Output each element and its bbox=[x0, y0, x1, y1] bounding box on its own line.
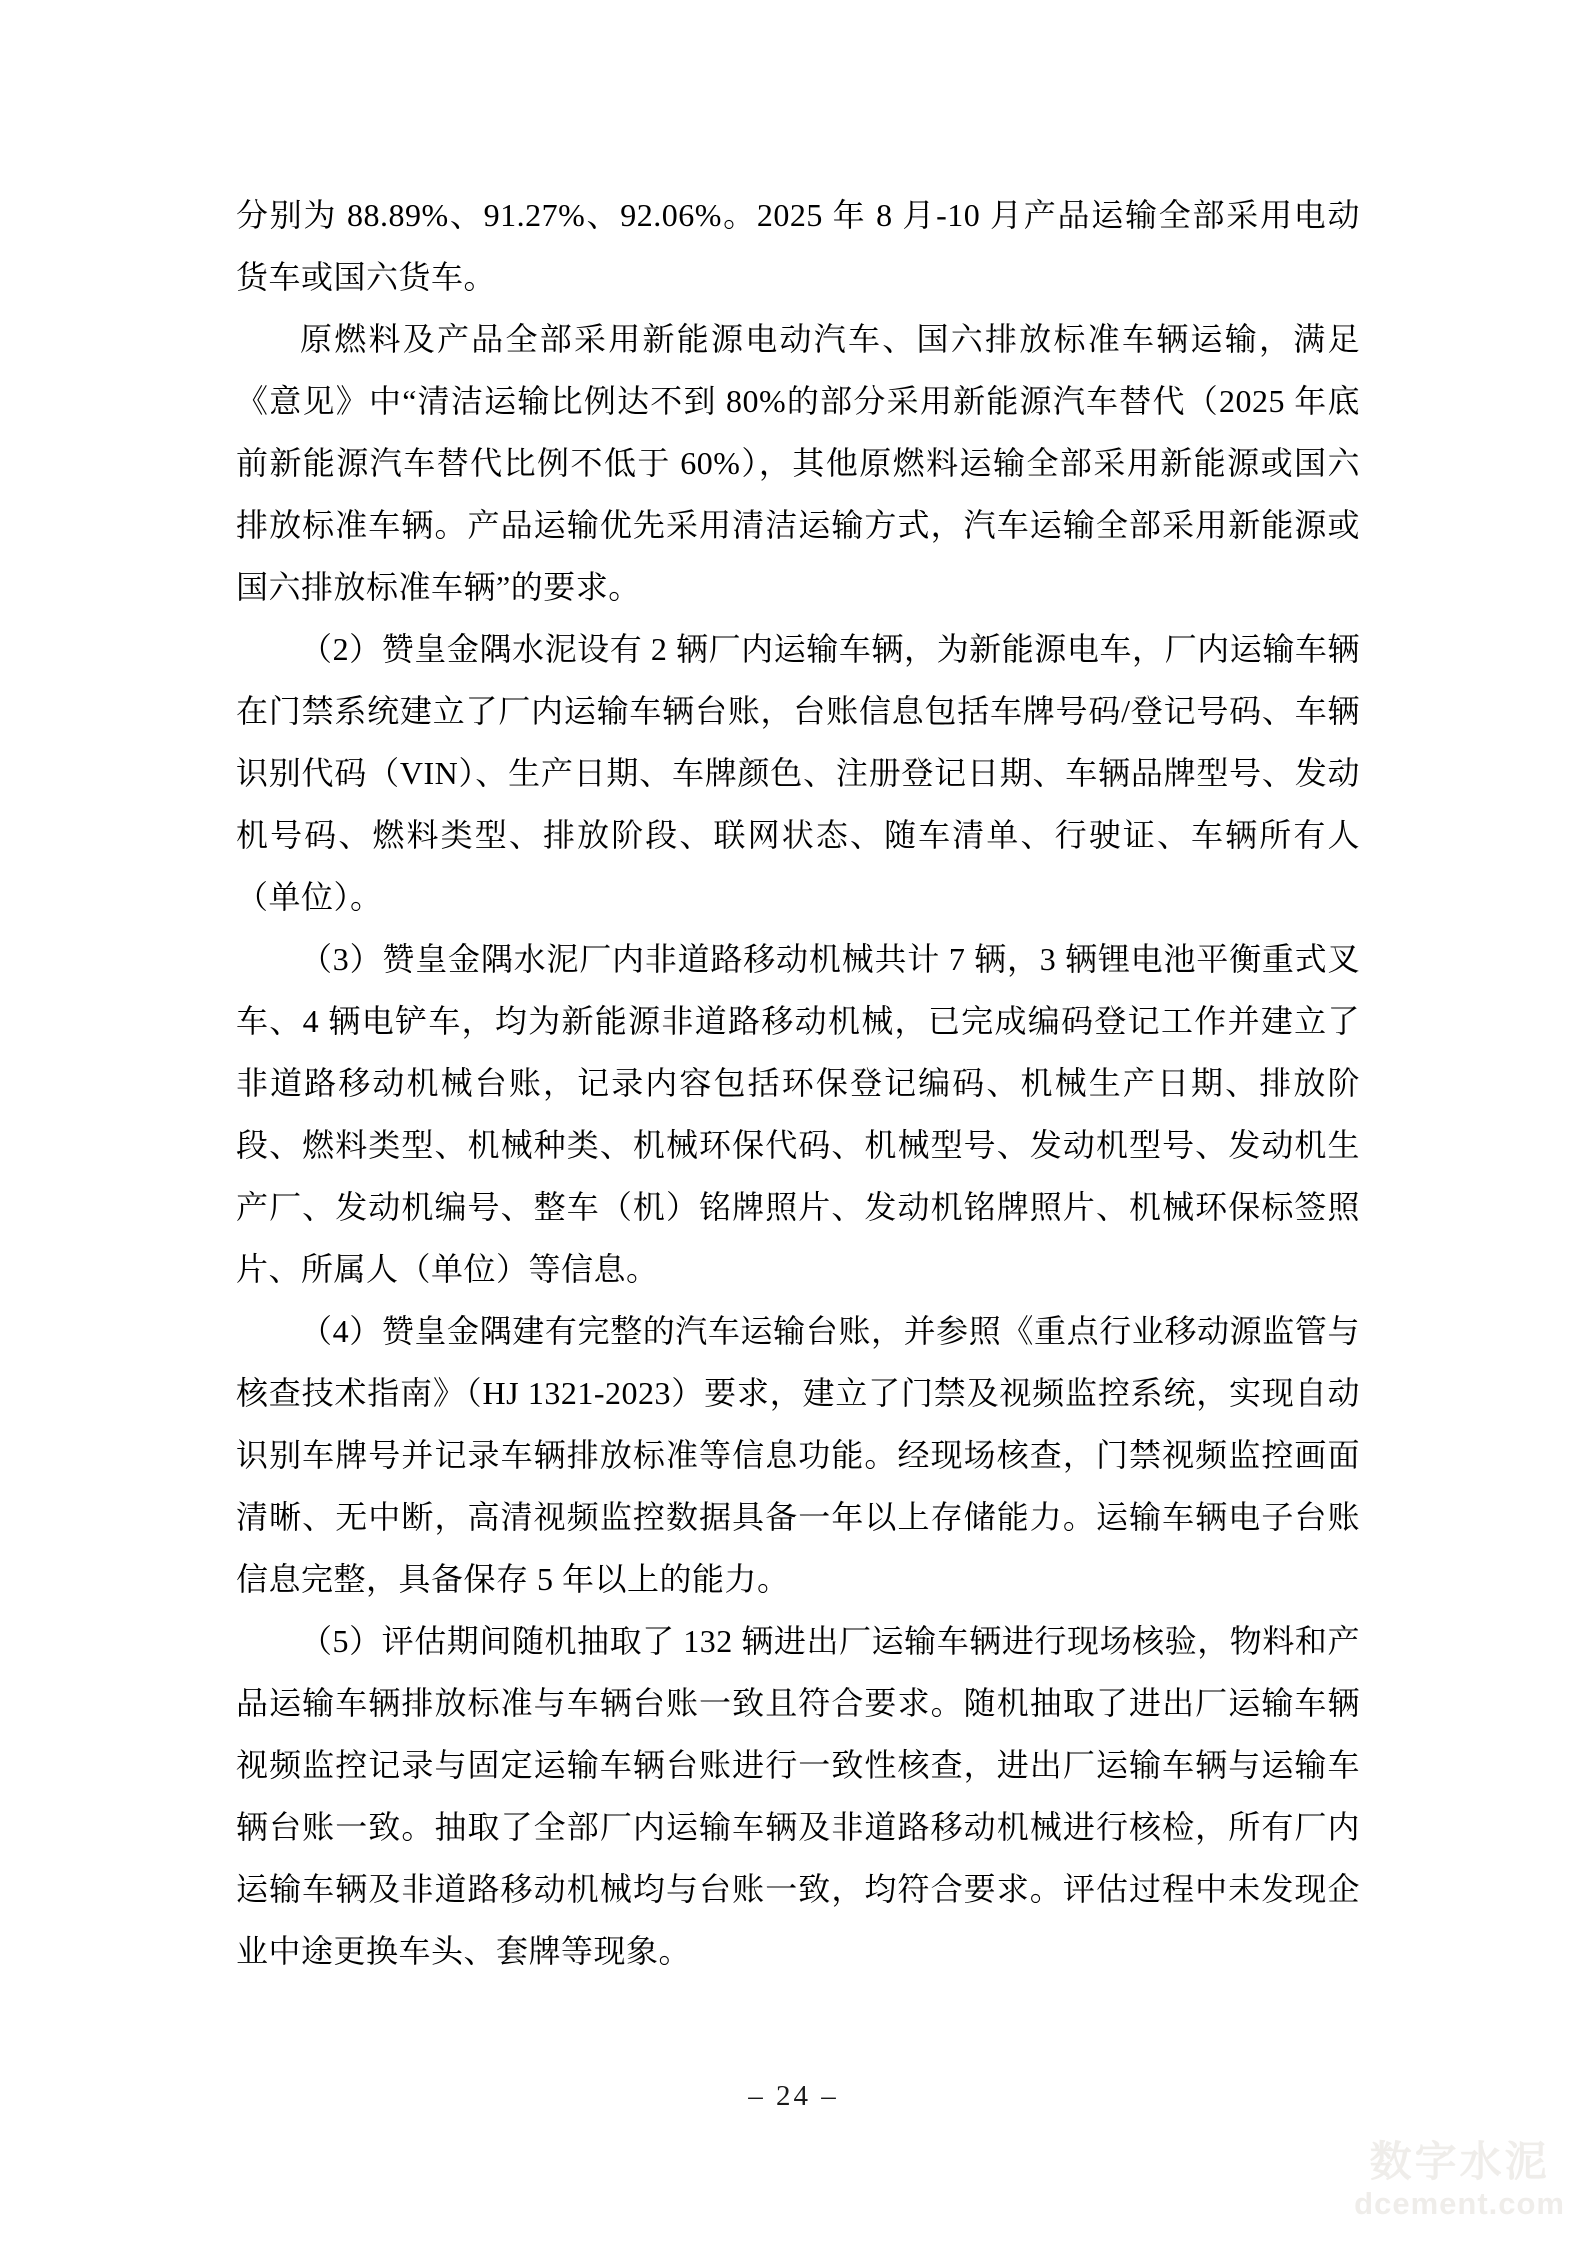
watermark-domain: dcement.com bbox=[1354, 2186, 1565, 2222]
paragraph-item-5: （5）评估期间随机抽取了 132 辆进出厂运输车辆进行现场核验，物料和产品运输车辆排放标准与车辆台账一致且符合要求。随机抽取了进出厂运输车辆视频监控记录与固定运输车辆台账进行一致性核查，进出厂运输车辆与运输车辆台账一致。抽取了全部厂内运输车辆及非道路移动机械进行核检，所有厂内运输车辆及非道路移动机械均与台账一致，均符合要求。评估过程中未发现企业中途更换车头、套牌等现象。 bbox=[236, 1623, 1360, 1969]
watermark-title: 数字水泥 bbox=[1369, 2138, 1550, 2185]
paragraph-item-3: （3）赞皇金隅水泥厂内非道路移动机械共计 7 辆，3 辆锂电池平衡重式叉车、4 辆电铲车，均为新能源非道路移动机械，已完成编码登记工作并建立了非道路移动机械台账，记录内容包括环保登记编码、机械生产日期、排放阶段、燃料类型、机械种类、机械环保代码、机械型号、发动机型号、发动机生产厂、发动机编号、整车（机）铭牌照片、发动机铭牌照片、机械环保标签照片、所属人（单位）等信息。 bbox=[236, 941, 1360, 1287]
paragraph-item-4: （4）赞皇金隅建有完整的汽车运输台账，并参照《重点行业移动源监管与核查技术指南》（HJ 1321-2023）要求，建立了门禁及视频监控系统，实现自动识别车牌号并记录车辆排放标准等信息功能。经现场核查，门禁视频监控画面清晰、无中断，高清视频监控数据具备一年以上存储能力。运输车辆电子台账信息完整，具备保存 5 年以上的能力。 bbox=[236, 1313, 1360, 1597]
document-body bbox=[236, 184, 1360, 1982]
page-number: – 24 – bbox=[748, 2080, 839, 2112]
paragraph-item-2: （2）赞皇金隅水泥设有 2 辆厂内运输车辆，为新能源电车，厂内运输车辆在门禁系统建立了厂内运输车辆台账，台账信息包括车牌号码/登记号码、车辆识别代码（VIN）、生产日期、车牌颜色、注册登记日期、车辆品牌型号、发动机号码、燃料类型、排放阶段、联网状态、随车清单、行驶证、车辆所有人（单位）。 bbox=[236, 631, 1360, 915]
paragraph-requirements: 原燃料及产品全部采用新能源电动汽车、国六排放标准车辆运输，满足《意见》中“清洁运输比例达不到 80%的部分采用新能源汽车替代（2025 年底前新能源汽车替代比例不低于 60%），其他原燃料运输全部采用新能源或国六排放标准车辆。产品运输优先采用清洁运输方式，汽车运输全部采用新能源或国六排放标准车辆”的要求。 bbox=[236, 321, 1360, 605]
site-watermark bbox=[1354, 2138, 1565, 2222]
paragraph-continuation: 分别为 88.89%、91.27%、92.06%。2025 年 8 月-10 月产品运输全部采用电动货车或国六货车。 bbox=[236, 197, 1360, 295]
page-footer bbox=[0, 2080, 1587, 2113]
